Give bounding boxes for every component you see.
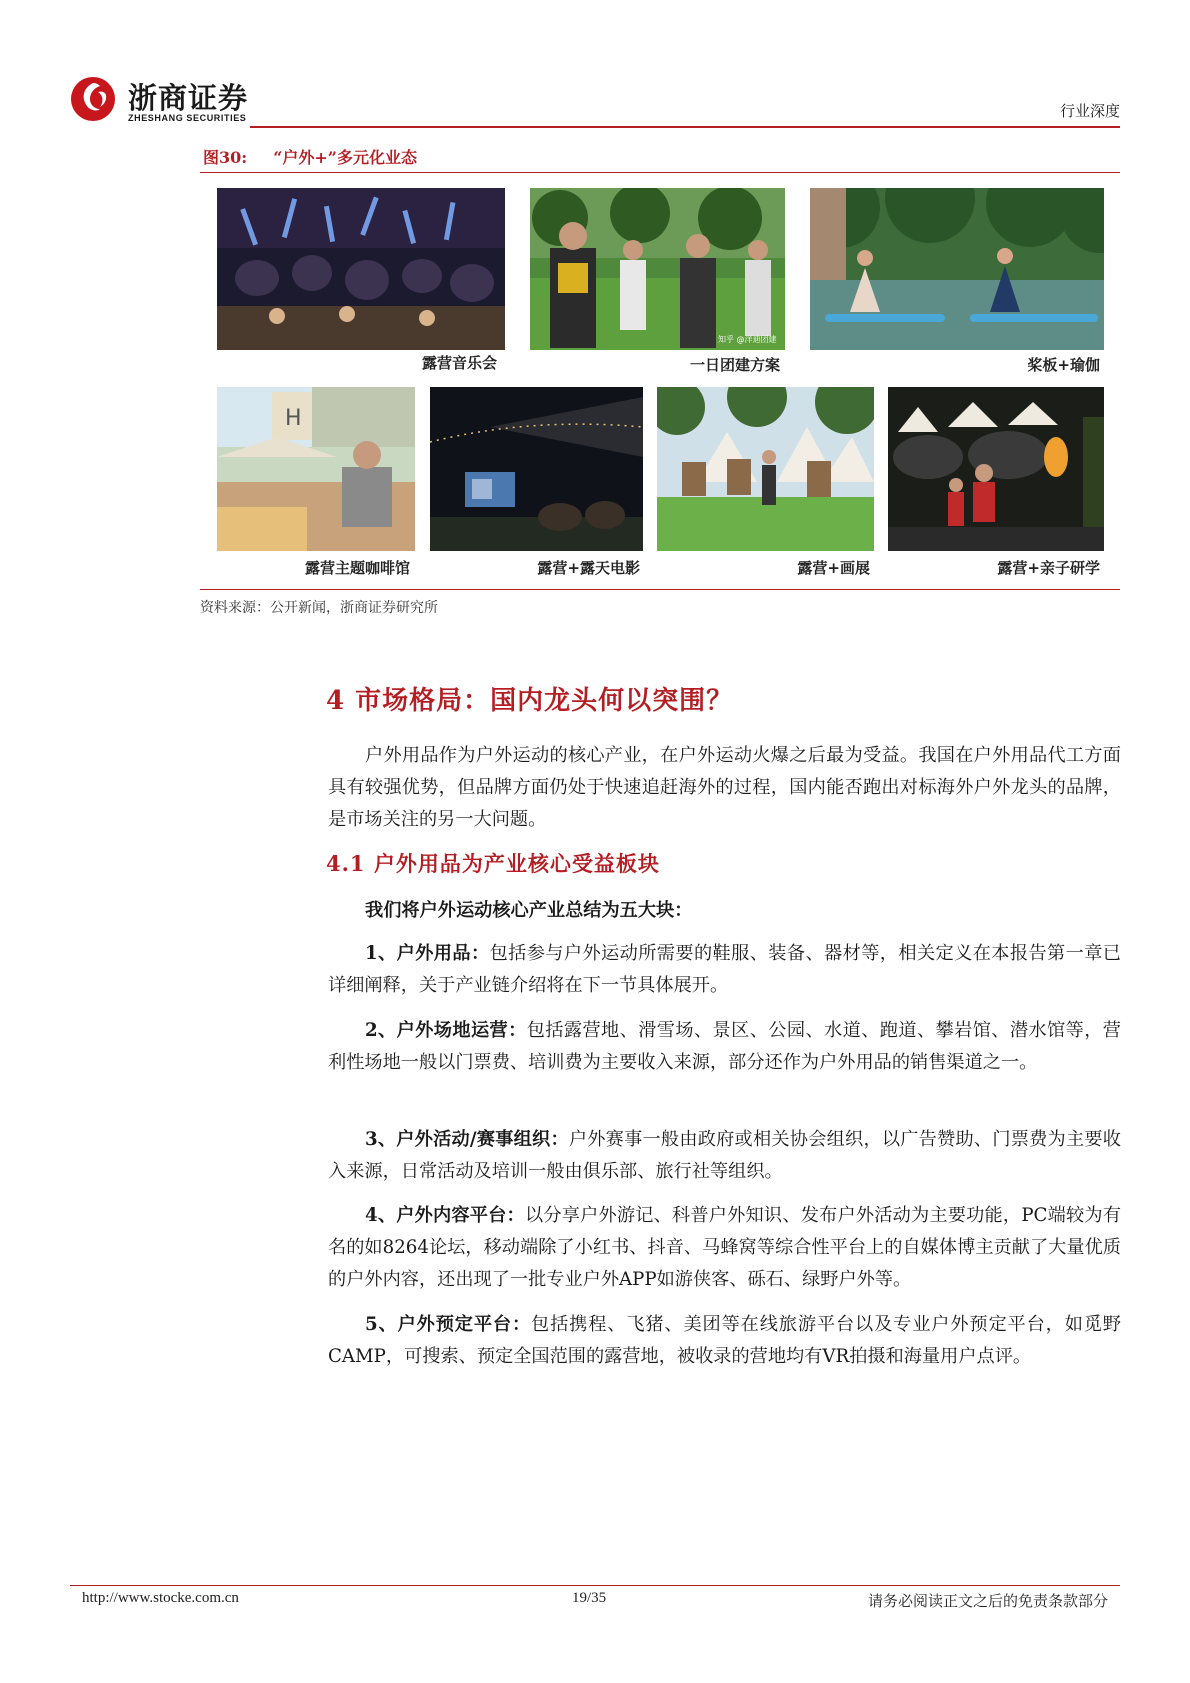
photo-label-outdoor-cinema: 露营+露天电影 [537,559,640,577]
subsection-title: 4.1 户外用品为产业核心受益板块 [326,851,660,876]
photo-label-concert: 露营音乐会 [421,354,497,372]
industry-lead-text: 我们将户外运动核心产业总结为五大块： [365,900,693,921]
industry-item-5 [328,1309,1121,1373]
industry-item-1-head: 1、户外用品： [365,943,490,964]
outdoor-cinema-photo [430,387,643,551]
industry-item-2-text: 包括露营地、滑雪场、景区、公园、水道、跑道、攀岩馆、潜水馆等，营利性场地一般以门票费、培训费为主要收入来源，部分还作为户外用品的销售渠道之一。 [328,1020,1121,1073]
industry-item-2-head: 2、户外场地运营： [365,1020,527,1041]
industry-item-5-head: 5、户外预定平台： [365,1314,532,1335]
photo-label-parent-child: 露营+亲子研学 [997,559,1100,577]
industry-item-4-text: 以分享户外游记、科普户外知识、发布户外活动为主要功能，PC端较为有名的如8264论坛，移动端除了小红书、抖音、马蜂窝等综合性平台上的自媒体博主贡献了大量优质的户外内容，还出现了一批专业户外APP如游侠客、砾石、绿野户外等。 [328,1205,1122,1290]
figure-bottom-rule [200,589,1120,590]
figure-caption [203,145,417,168]
photo-label-cafe: 露营主题咖啡馆 [304,559,410,577]
footer-disclaimer: 请务必阅读正文之后的免责条款部分 [867,1592,1108,1610]
logo-english-name: ZHESHANG SECURITIES [128,113,247,123]
industry-item-3 [328,1124,1121,1188]
svg-text:H: H [285,406,302,431]
industry-item-1 [328,938,1121,1002]
zheshang-logo-icon [70,76,116,122]
industry-item-5-text: 包括携程、飞猪、美团等在线旅游平台以及专业户外预定平台，如觅野CAMP，可搜索、预定全国范围的露营地，被收录的营地均有VR拍摄和海量用户点评。 [328,1314,1121,1367]
photo-label-art-exhibition: 露营+画展 [797,559,870,577]
team-building-photo [530,188,785,350]
art-exhibition-photo [657,387,874,551]
parent-child-photo [888,387,1104,551]
paddle-yoga-photo [810,188,1104,350]
industry-item-1-text: 包括参与户外运动所需要的鞋服、装备、器材等，相关定义在本报告第一章已详细阐释，关于产业链介绍将在下一节具体展开。 [328,943,1121,996]
figure-title: “户外+”多元化业态 [273,148,418,167]
header-divider [250,126,1120,128]
industry-item-4 [328,1200,1121,1296]
industry-item-4-head: 4、户外内容平台： [365,1205,525,1226]
page-number: 19/35 [572,1590,607,1606]
industry-item-2 [328,1015,1121,1079]
footer-divider [70,1585,1120,1586]
photo-label-paddle-yoga: 桨板+瑜伽 [1027,356,1100,374]
footer-website-link[interactable]: http://www.stocke.com.cn [82,1590,239,1606]
industry-item-3-head: 3、户外活动/赛事组织： [365,1129,569,1150]
photo-watermark: 知乎 @洋迪团建 [718,335,777,344]
photo-label-team-building: 一日团建方案 [689,356,780,374]
logo-chinese-name: 浙商证券 [128,81,249,115]
figure-source: 资料来源：公开新闻，浙商证券研究所 [200,600,438,616]
industry-lead-sentence [328,895,1121,927]
report-type-tag: 行业深度 [1059,102,1120,120]
industry-item-3-text: 户外赛事一般由政府或相关协会组织，以广告赞助、门票费为主要收入来源，日常活动及培训一般由俱乐部、旅行社等组织。 [328,1129,1121,1182]
cafe-photo [217,387,415,551]
section-intro-paragraph: 户外用品作为户外运动的核心产业，在户外运动火爆之后最为受益。我国在户外用品代工方面具有较强优势，但品牌方面仍处于快速追赶海外的过程，国内能否跑出对标海外户外龙头的品牌，是市场关注的另一大问题。 [328,745,1121,830]
section-title: 4 市场格局：国内龙头何以突围？ [326,686,734,716]
figure-top-rule [200,172,1120,173]
concert-photo [217,188,505,350]
figure-number: 图30: [203,148,248,167]
